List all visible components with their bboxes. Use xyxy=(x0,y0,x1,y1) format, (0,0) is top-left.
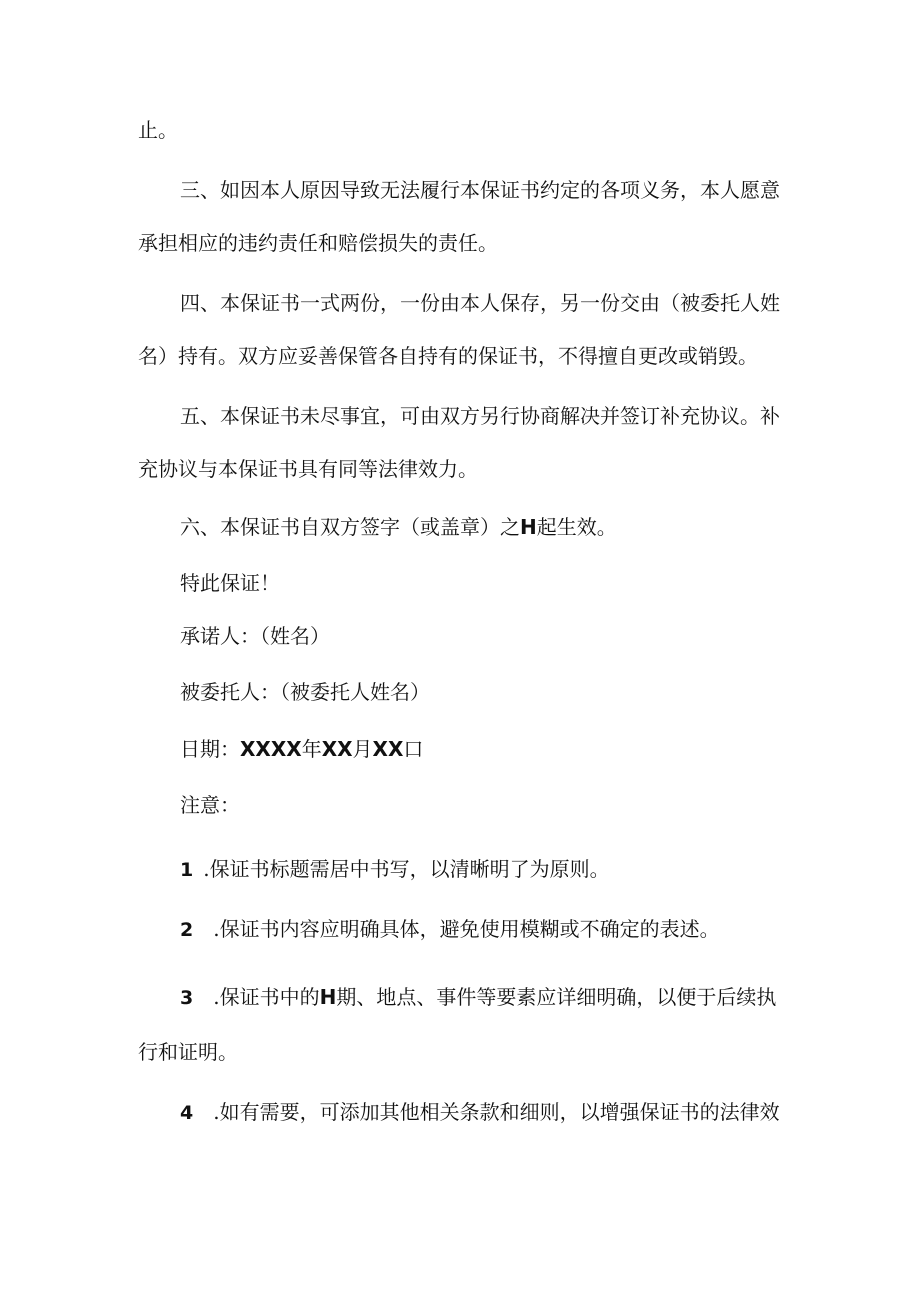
notes-title: 注意： xyxy=(180,793,240,817)
date-day-unit: 口 xyxy=(403,737,424,761)
note-1-text: .保证书标题需居中书写，以清晰明了为原则。 xyxy=(203,857,610,881)
date-line xyxy=(180,737,423,761)
clause-4-line-2: 名）持有。双方应妥善保管各自持有的保证书，不得擅自更改或销毁。 xyxy=(138,344,758,368)
date-month-unit: 月 xyxy=(352,737,373,761)
note-3-h: H xyxy=(319,985,337,1009)
clause-6-h: H xyxy=(520,515,537,539)
note-4 xyxy=(180,1100,780,1125)
clause-6 xyxy=(180,515,617,539)
clause-5-line-2: 充协议与本保证书具有同等法律效力。 xyxy=(138,457,478,481)
note-3-text-a: .保证书中的 xyxy=(213,985,320,1009)
clause-5-line-1: 五、本保证书未尽事宜，可由双方另行协商解决并签订补充协议。补 xyxy=(180,404,780,428)
closing-statement: 特此保证！ xyxy=(180,571,280,595)
date-year-unit: 年 xyxy=(301,737,322,761)
note-3-number: 3 xyxy=(180,987,194,1009)
note-1-number: 1 xyxy=(180,859,194,881)
clause-4-line-1: 四、本保证书一式两份，一份由本人保存，另一份交由（被委托人姓 xyxy=(180,291,780,315)
clause-6-part-a: 六、本保证书自双方签字（或盖章）之 xyxy=(180,515,520,539)
clause-6-part-b: 起生效。 xyxy=(536,515,617,539)
clause-3-line-2: 承担相应的违约责任和赔偿损失的责任。 xyxy=(138,231,498,255)
note-2 xyxy=(180,917,720,942)
trustee-line: 被委托人：（被委托人姓名） xyxy=(180,680,430,704)
note-2-number: 2 xyxy=(180,919,194,941)
note-3-text-b: 期、地点、事件等要素应详细明确，以便于后续执 xyxy=(336,985,777,1009)
note-4-number: 4 xyxy=(180,1102,194,1124)
note-1 xyxy=(180,857,610,882)
date-month: XX xyxy=(321,737,353,761)
note-2-text: .保证书内容应明确具体，避免使用模糊或不确定的表述。 xyxy=(213,917,720,941)
date-day: XX xyxy=(372,737,404,761)
note-4-text: .如有需要，可添加其他相关条款和细则，以增强保证书的法律效 xyxy=(213,1100,780,1124)
promisor-line: 承诺人：（姓名） xyxy=(180,624,330,648)
date-label: 日期： xyxy=(180,737,240,761)
note-3-line-1 xyxy=(180,985,776,1010)
date-year: XXXX xyxy=(240,737,302,761)
paragraph-continuation: 止。 xyxy=(138,118,178,142)
note-3-line-2: 行和证明。 xyxy=(138,1040,238,1064)
clause-3-line-1: 三、如因本人原因导致无法履行本保证书约定的各项义务，本人愿意 xyxy=(180,178,780,202)
